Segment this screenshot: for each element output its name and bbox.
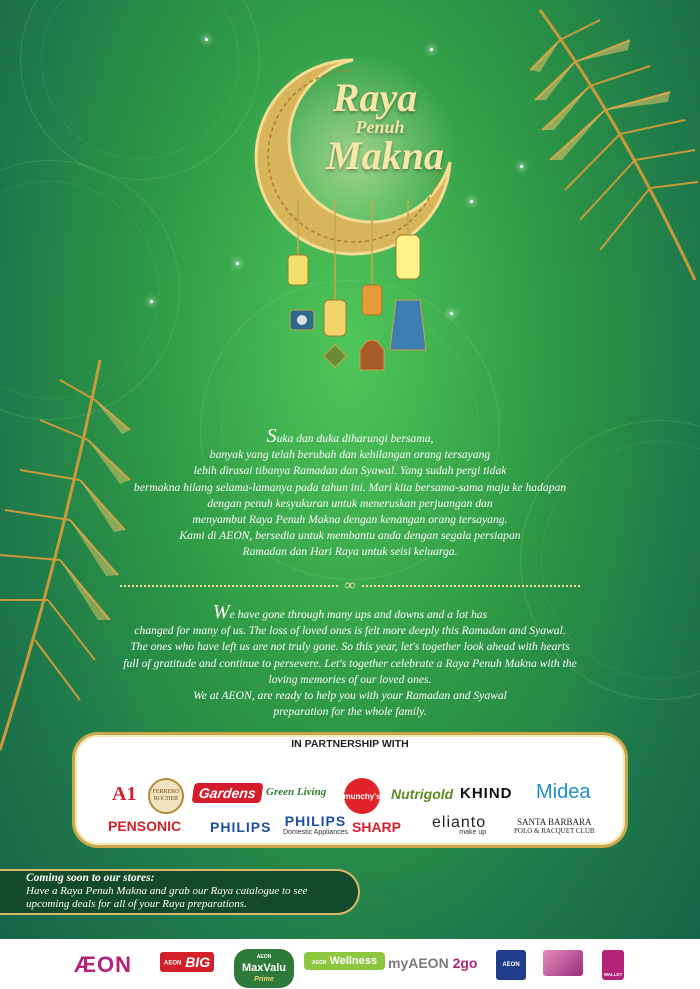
english-dropcap: W <box>212 601 230 623</box>
midea-logo: Midea <box>536 781 591 803</box>
title-line-makna: Makna <box>326 133 444 178</box>
aeon-big-text: BIG <box>185 954 211 970</box>
maxvalu-small: AEON <box>256 954 272 960</box>
maxvalu-logo <box>234 949 294 988</box>
palm-leaf-top-right <box>520 0 700 290</box>
star <box>430 48 433 51</box>
sharp-logo: SHARP <box>352 819 402 835</box>
title-line-raya: Raya <box>332 75 418 120</box>
english-line: full of gratitude and continue to persevere. Let's together celebrate a Raya Penuh Makna with the <box>123 656 577 670</box>
malay-line: banyak yang telah berubah dan kehilangan orang tersayang <box>209 448 491 462</box>
wallet-text: WALLET <box>603 972 623 977</box>
english-line: The ones who have left us are not truly gone. So this year, let's together look ahead with hearts <box>130 640 570 654</box>
malay-message <box>90 425 610 561</box>
malay-line: uka dan duka diharungi bersama, <box>276 432 434 445</box>
english-line: changed for many of us. The loss of loved ones is felt more deeply this Ramadan and Syawal. <box>134 624 566 638</box>
divider-line <box>362 585 580 587</box>
gardens-logo-text: Gardens <box>197 785 257 801</box>
aeon-big-logo <box>160 952 214 972</box>
english-message <box>90 601 610 720</box>
coming-soon-text <box>26 872 346 911</box>
ornament-divider <box>120 578 580 594</box>
a1-logo: A1 <box>112 783 137 805</box>
myaeon-2go-text: 2go <box>452 955 478 971</box>
star <box>450 312 453 315</box>
malay-line: Kami di AEON, bersedia untuk membantu anda dengan segala persiapan <box>179 529 521 543</box>
elianto-sub: make up <box>459 829 487 836</box>
malay-line: Ramadan dan Hari Raya untuk seisi keluarga. <box>242 545 458 559</box>
bg-mandala-top-left <box>20 0 260 180</box>
english-line: We at AEON, are ready to help you with your Ramadan and Syawal <box>193 689 507 703</box>
english-line: loving memories of our loved ones. <box>268 672 432 686</box>
card-aeon-text: AEON <box>502 962 520 968</box>
english-line: e have gone through many ups and downs and a lot has <box>229 608 488 621</box>
malay-line: lebih dirasai tibanya Ramadan dan Syawal. Yang sudah pergi tidak <box>193 464 507 478</box>
maxvalu-text: MaxValu <box>242 962 287 974</box>
title-line-penuh: Penuh <box>355 117 405 137</box>
star <box>236 262 239 265</box>
munchys-logo-text: munchy's <box>343 791 381 801</box>
malay-line: dengan penuh kesyukuran untuk meneruskan perjuangan dan <box>207 496 493 510</box>
aeon-logo: ÆON <box>74 952 132 977</box>
star <box>150 300 153 303</box>
star <box>470 200 473 203</box>
ferrero-logo <box>148 778 184 814</box>
hanging-lanterns-icon <box>280 200 430 390</box>
santa-barbara-logo <box>514 817 595 835</box>
gardens-logo <box>192 783 264 803</box>
elianto-logo <box>432 814 486 836</box>
aeon-big-small: AEON <box>164 960 182 967</box>
ferrero-logo-text: FERRERO ROCHER <box>152 789 180 802</box>
page-title <box>290 75 460 178</box>
nutrigold-logo: Nutrigold <box>391 786 454 802</box>
santa-barbara-line2: POLO & RACQUET CLUB <box>514 827 595 835</box>
santa-barbara-line1: SANTA BARBARA <box>517 817 592 827</box>
malay-line: bermakna hilang selama-lamanya pada tahun ini. Mari kita bersama-sama maju ke hadapan <box>133 480 567 494</box>
divider-line <box>120 585 338 587</box>
malay-line: menyambut Raya Penuh Makna dengan kenangan orang tersayang. <box>192 513 508 527</box>
english-line: preparation for the whole family. <box>273 705 427 719</box>
wellness-text: Wellness <box>329 955 378 967</box>
aeon-wellness-logo <box>304 952 385 970</box>
malay-dropcap: S <box>266 425 277 447</box>
khind-logo: KHIND <box>460 785 513 802</box>
coming-soon-line: Have a Raya Penuh Makna and grab our Raya catalogue to see <box>26 885 308 897</box>
maxvalu-sub: Prime <box>254 976 274 983</box>
green-living-logo: Green Living <box>266 786 327 798</box>
wellness-small: AEON <box>312 960 327 966</box>
aeon-card-logo <box>496 950 526 980</box>
pensonic-logo: PENSONIC <box>108 818 182 834</box>
munchys-logo <box>344 778 380 814</box>
star <box>205 38 208 41</box>
ornament-icon: ∞ <box>344 577 356 594</box>
partners-heading: IN PARTNERSHIP WITH <box>291 738 409 750</box>
myaeon2go-logo <box>388 955 477 971</box>
coming-soon-line: upcoming deals for all of your Raya preparations. <box>26 898 247 910</box>
philips-da-logo <box>283 813 348 836</box>
philips-da-logo-text: PHILIPS <box>284 813 347 829</box>
coming-soon-heading: Coming soon to our stores: <box>26 872 155 884</box>
aeon-wallet-logo <box>602 950 624 980</box>
aeon-credit-card-icon <box>543 950 583 976</box>
elianto-logo-text: elianto <box>432 814 487 831</box>
myaeon-text: myAEON <box>388 955 449 971</box>
philips-da-sub: Domestic Appliances <box>283 829 348 836</box>
philips-logo: PHILIPS <box>210 819 272 835</box>
